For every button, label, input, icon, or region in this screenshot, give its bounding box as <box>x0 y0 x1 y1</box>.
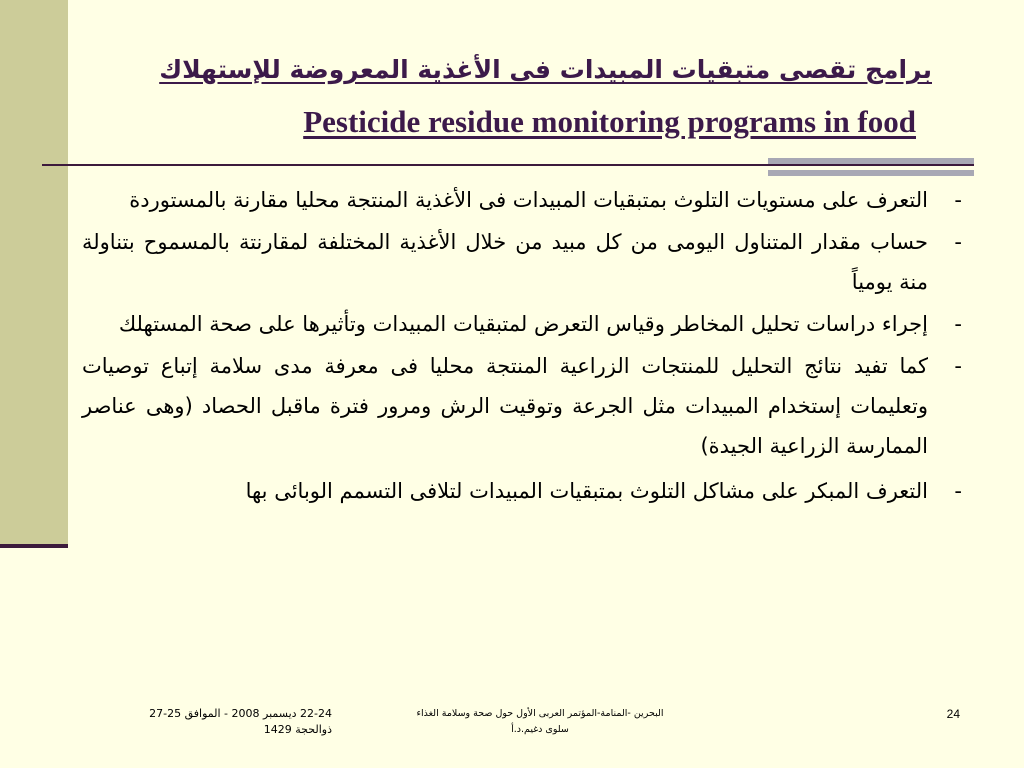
footer-date <box>112 706 332 738</box>
slide-title-english: Pesticide residue monitoring programs in food <box>303 104 916 139</box>
left-sidebar-band-edge <box>0 544 68 548</box>
bullet-marker: - <box>954 479 962 503</box>
footer-date-line: 22-24 ديسمبر 2008 - الموافق 25-27 <box>149 707 332 720</box>
accent-bar-bottom <box>768 170 974 176</box>
title-divider-line <box>42 164 974 166</box>
bullet-marker: - <box>954 312 962 336</box>
bullet-item <box>82 180 970 220</box>
footer-event-line: البحرين -المنامة-المؤتمر العربى الأول حول صحة وسلامة الغذاء <box>416 708 664 719</box>
bullet-marker: - <box>954 230 962 254</box>
bullet-marker: - <box>954 354 962 378</box>
bullet-item <box>82 222 970 302</box>
bullet-item <box>82 304 970 344</box>
left-sidebar-band <box>0 0 68 546</box>
bullet-text: حساب مقدار المتناول اليومى من كل مبيد من خلال الأغذية المختلفة لمقارنتة بالمسموح بتناولة منة يومياً <box>82 230 928 294</box>
page-number: 24 <box>946 707 960 721</box>
bullet-text: كما تفيد نتائج التحليل للمنتجات الزراعية المنتجة محليا فى معرفة مدى سلامة إتباع توصيات وتعليمات إستخدام المبيدات مثل الجرعة وتوقيت الرش ومرور فترة ماقبل الحصاد (وهى عناصر الممارسة الزراعية الجيدة) <box>82 354 928 458</box>
footer-author-line: سلوى دغيم.د.أ <box>511 724 569 735</box>
footer-event-info <box>380 706 700 738</box>
bullet-list <box>82 180 970 515</box>
bullet-text: التعرف على مستويات التلوث بمتبقيات المبيدات فى الأغذية المنتجة محليا مقارنة بالمستوردة <box>129 188 928 212</box>
bullet-item <box>82 470 970 513</box>
bullet-text: التعرف المبكر على مشاكل التلوث بمتبقيات المبيدات لتلافى التسمم الوبائى بها <box>245 479 928 503</box>
bullet-text: إجراء دراسات تحليل المخاطر وقياس التعرض لمتبقيات المبيدات وتأثيرها على صحة المستهلك <box>118 312 928 336</box>
bullet-item <box>82 346 970 466</box>
bullet-marker: - <box>954 188 962 212</box>
slide-title-arabic: برامج تقصى متبقيات المبيدات فى الأغذية المعروضة للإستهلاك <box>159 55 932 84</box>
footer-date-line: ذوالحجة 1429 <box>263 723 332 736</box>
